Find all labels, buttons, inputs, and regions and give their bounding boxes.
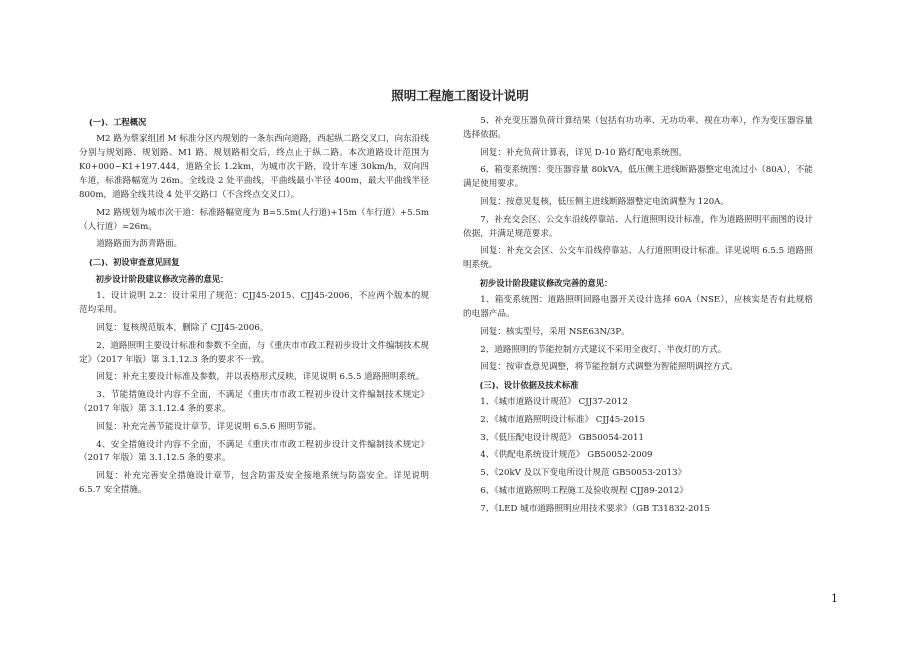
section-heading: (一)、工程概况 xyxy=(88,117,147,127)
paragraph: 回复：补充完善节能设计章节，详见说明 6.5.6 照明节能。 xyxy=(96,421,322,432)
paragraph: 回复：按意见复核，低压侧主进线断路器整定电流调整为 120A。 xyxy=(480,197,729,207)
paragraph: 2、道路照明主要设计标准和参数不全面，与《重庆市市政工程初步设计文件编制技术规定》（2017 年版）第 3.1.12.3 条的要求不一致。 xyxy=(79,340,429,365)
paragraph: 4、《供配电系统设计规范》 GB50052-2009 xyxy=(480,450,653,461)
paragraph: 回复：复核规范版本，删除了 CJJ45-2006。 xyxy=(96,323,269,334)
paragraph: 回复：补充负荷计算表，详见 D-10 路灯配电系统图。 xyxy=(480,147,688,158)
paragraph: 2、道路照明的节能控制方式建议不采用全夜灯、半夜灯的方式。 xyxy=(480,344,727,355)
paragraph: M2 路为蔡家组团 M 标准分区内规划的一条东西向道路，西起纵二路交叉口，向东沿线分别与规划路、规划路、M1 路、规划路相交后，终点止于纵二路。本次道路设计范围为 K0+000~K1+197.444，道路全长 1.2km，为城市次干路，设计车速 30km/h，双向四车道，标准路幅宽为 26m。全线设 2 处平曲线，平曲线最小半径 400m，最大平曲线半径 800m，道路全线共设 4 处平交路口（不含终点交叉口）。 xyxy=(79,134,429,200)
paragraph: 3、《低压配电设计规范》 GB50054-2011 xyxy=(480,432,644,443)
page-title: 照明工程施工图设计说明 xyxy=(391,88,529,103)
paragraph: 7、补充交会区、公交车沿线停靠站、人行道照明设计标准，作为道路照明平面图的设计依据，并满足规范要求。 xyxy=(463,214,813,239)
paragraph: 1、箱变系统图：道路照明回路电器开关设计选择 60A（NSE），应核实是否有此规格的电器产品。 xyxy=(463,295,813,320)
paragraph: 回复：补充完善安全措施设计章节，包含防雷及安全接地系统与防盗安全。详见说明 6.5.7 安全措施。 xyxy=(79,471,429,496)
page-number: 1 xyxy=(831,592,838,605)
paragraph: 回复：补充主要设计标准及参数，并以表格形式反映，详见说明 6.5.5 道路照明系统。 xyxy=(96,372,425,383)
paragraph: 1、《城市道路设计规范》 CJJ37-2012 xyxy=(480,397,628,408)
right-column xyxy=(463,115,813,520)
paragraph: 4、安全措施设计内容不全面，不满足《重庆市市政工程初步设计文件编制技术规定》（2017 年版）第 3.1.12.5 条的要求。 xyxy=(79,439,429,464)
paragraph: 7、《LED 城市道路照明应用技术要求》（GB T31832-2015 xyxy=(480,503,710,514)
paragraph: 6、箱变系统图：变压器容量 80kVA，低压侧主进线断路器整定电流过小（80A），不能满足使用要求。 xyxy=(463,165,813,190)
paragraph: 5、《20kV 及以下变电所设计规范 GB50053-2013》 xyxy=(480,468,687,479)
paragraph: 道路路面为沥青路面。 xyxy=(96,239,183,250)
paragraph: 2、《城市道路照明设计标准》 CJJ45-2015 xyxy=(480,414,645,425)
left-column xyxy=(79,116,429,502)
section-heading: 初步设计阶段建议修改完善的意见： xyxy=(95,274,229,285)
paragraph: 回复：按审查意见调整，将节能控制方式调整为智能照明调控方式。 xyxy=(480,362,739,373)
paragraph: 回复：补充交会区、公交车沿线停靠站、人行道照明设计标准。详见说明 6.5.5 道路照明系统。 xyxy=(463,246,813,271)
paragraph: 回复：核实型号，采用 NSE63N/3P。 xyxy=(480,326,630,337)
paragraph: 6、《城市道路照明工程施工及验收规程 CJJ89-2012》 xyxy=(480,485,688,496)
section-heading: (二)、初设审查意见回复 xyxy=(88,257,180,267)
paragraph: M2 路规划为城市次干道：标准路幅宽度为 B=5.5m(人行道)+15m（车行道）+5.5m（人行道）=26m。 xyxy=(79,207,429,232)
paragraph: 3、节能措施设计内容不全面，不满足《重庆市市政工程初步设计文件编制技术规定》（2017 年版）第 3.1.12.4 条的要求。 xyxy=(79,390,429,415)
paragraph: 5、补充变压器负荷计算结果（包括有功功率、无功功率、视在功率），作为变压器容量选择依据。 xyxy=(463,116,813,140)
paragraph: 1、设计说明 2.2：设计采用了规范：CJJ45-2015、CJJ45-2006，不应两个版本的规范均采用。 xyxy=(79,291,429,316)
section-heading: (三)、设计依据及技术标准 xyxy=(479,380,579,391)
section-heading: 初步设计阶段建议修改完善的意见： xyxy=(479,278,613,288)
